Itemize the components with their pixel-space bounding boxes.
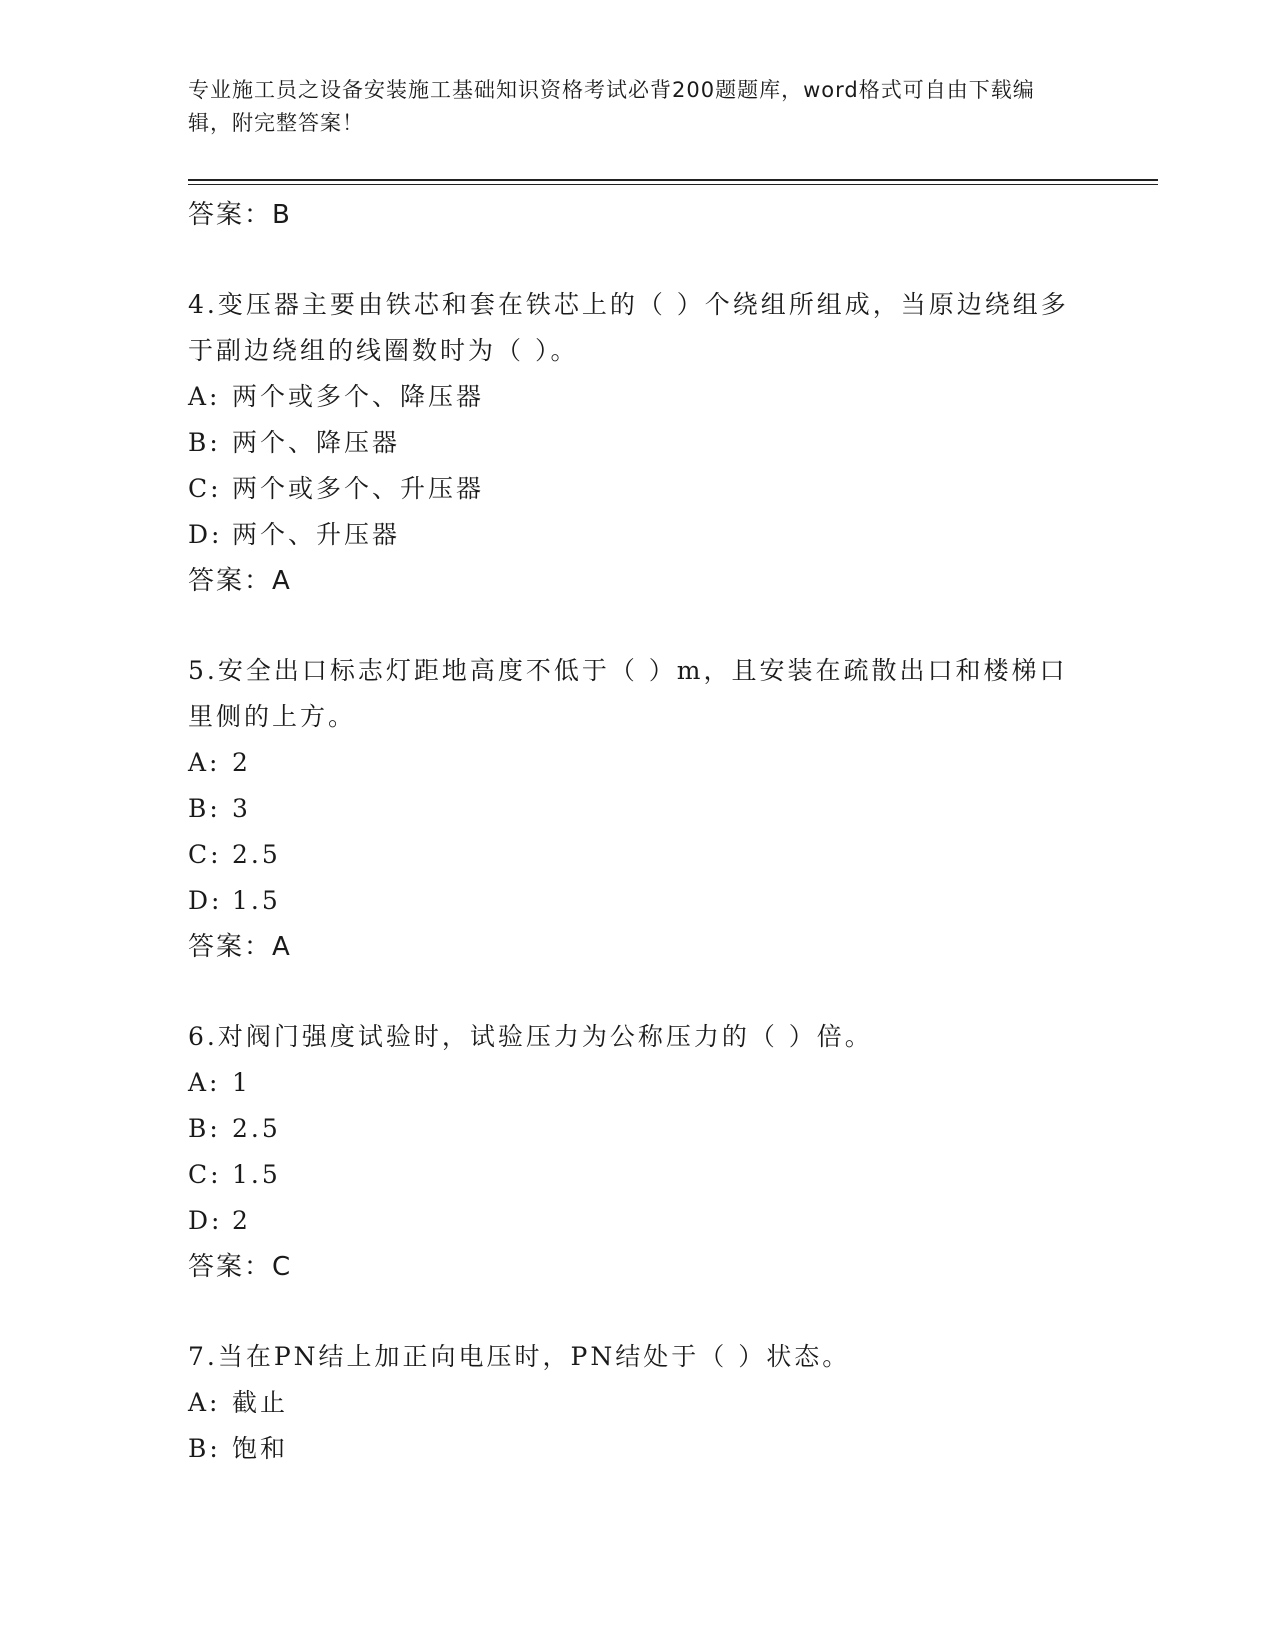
question-block: [188, 282, 1088, 604]
option-text: 截止: [232, 1388, 289, 1417]
document-header: 专业施工员之设备安装施工基础知识资格考试必背200题题库，word格式可自由下载编辑，附完整答案！: [188, 78, 1035, 135]
option-text: 1.5: [232, 886, 281, 915]
option-label: D:: [188, 520, 223, 549]
option-b: [188, 1426, 1088, 1472]
option-label: B:: [188, 1114, 221, 1143]
option-text: 两个或多个、升压器: [232, 474, 485, 503]
header-divider: [188, 179, 1158, 181]
option-c: [188, 832, 1088, 878]
question-text: 6.对阀门强度试验时，试验压力为公称压力的（ ）倍。: [188, 1022, 873, 1051]
option-d: [188, 1198, 1088, 1244]
option-text: 两个、降压器: [232, 428, 401, 457]
option-label: D:: [188, 1206, 223, 1235]
option-label: C:: [188, 840, 222, 869]
option-label: A:: [188, 1068, 221, 1097]
option-b: [188, 1106, 1088, 1152]
option-label: B:: [188, 428, 221, 457]
question-text: 5.安全出口标志灯距地高度不低于（ ）m，且安装在疏散出口和楼梯口里侧的上方。: [188, 656, 1068, 731]
option-d: [188, 512, 1088, 558]
answer-line: 答案：A: [188, 932, 292, 962]
option-label: A:: [188, 382, 221, 411]
option-text: 2.5: [232, 1114, 281, 1143]
option-d: [188, 878, 1088, 924]
option-label: A:: [188, 1388, 221, 1417]
question-text: 7.当在PN结上加正向电压时，PN结处于（ ）状态。: [188, 1342, 851, 1371]
option-a: [188, 740, 1088, 786]
option-label: C:: [188, 1160, 222, 1189]
option-text: 2.5: [232, 840, 281, 869]
option-label: A:: [188, 748, 221, 777]
option-text: 3: [232, 794, 251, 823]
question-block: [188, 1014, 1088, 1290]
option-label: B:: [188, 794, 221, 823]
question-block: [188, 1334, 1088, 1472]
option-a: [188, 1380, 1088, 1426]
option-b: [188, 420, 1088, 466]
option-text: 2: [232, 1206, 251, 1235]
option-text: 饱和: [232, 1434, 289, 1463]
question-list: [188, 192, 1088, 1472]
answer-line: 答案：B: [188, 200, 292, 230]
option-a: [188, 374, 1088, 420]
option-label: D:: [188, 886, 223, 915]
option-text: 1: [232, 1068, 251, 1097]
question-text: 4.变压器主要由铁芯和套在铁芯上的（ ）个绕组所组成，当原边绕组多于副边绕组的线圈数时为（ ）。: [188, 290, 1069, 365]
option-text: 2: [232, 748, 251, 777]
option-c: [188, 466, 1088, 512]
answer-line: 答案：C: [188, 1252, 293, 1282]
option-text: 两个或多个、降压器: [232, 382, 485, 411]
option-a: [188, 1060, 1088, 1106]
question-block: [188, 648, 1088, 970]
answer-line: 答案：A: [188, 566, 292, 596]
option-text: 两个、升压器: [232, 520, 401, 549]
option-text: 1.5: [232, 1160, 281, 1189]
header-divider-thin: [188, 184, 1158, 185]
option-b: [188, 786, 1088, 832]
option-label: B:: [188, 1434, 221, 1463]
option-c: [188, 1152, 1088, 1198]
option-label: C:: [188, 474, 222, 503]
